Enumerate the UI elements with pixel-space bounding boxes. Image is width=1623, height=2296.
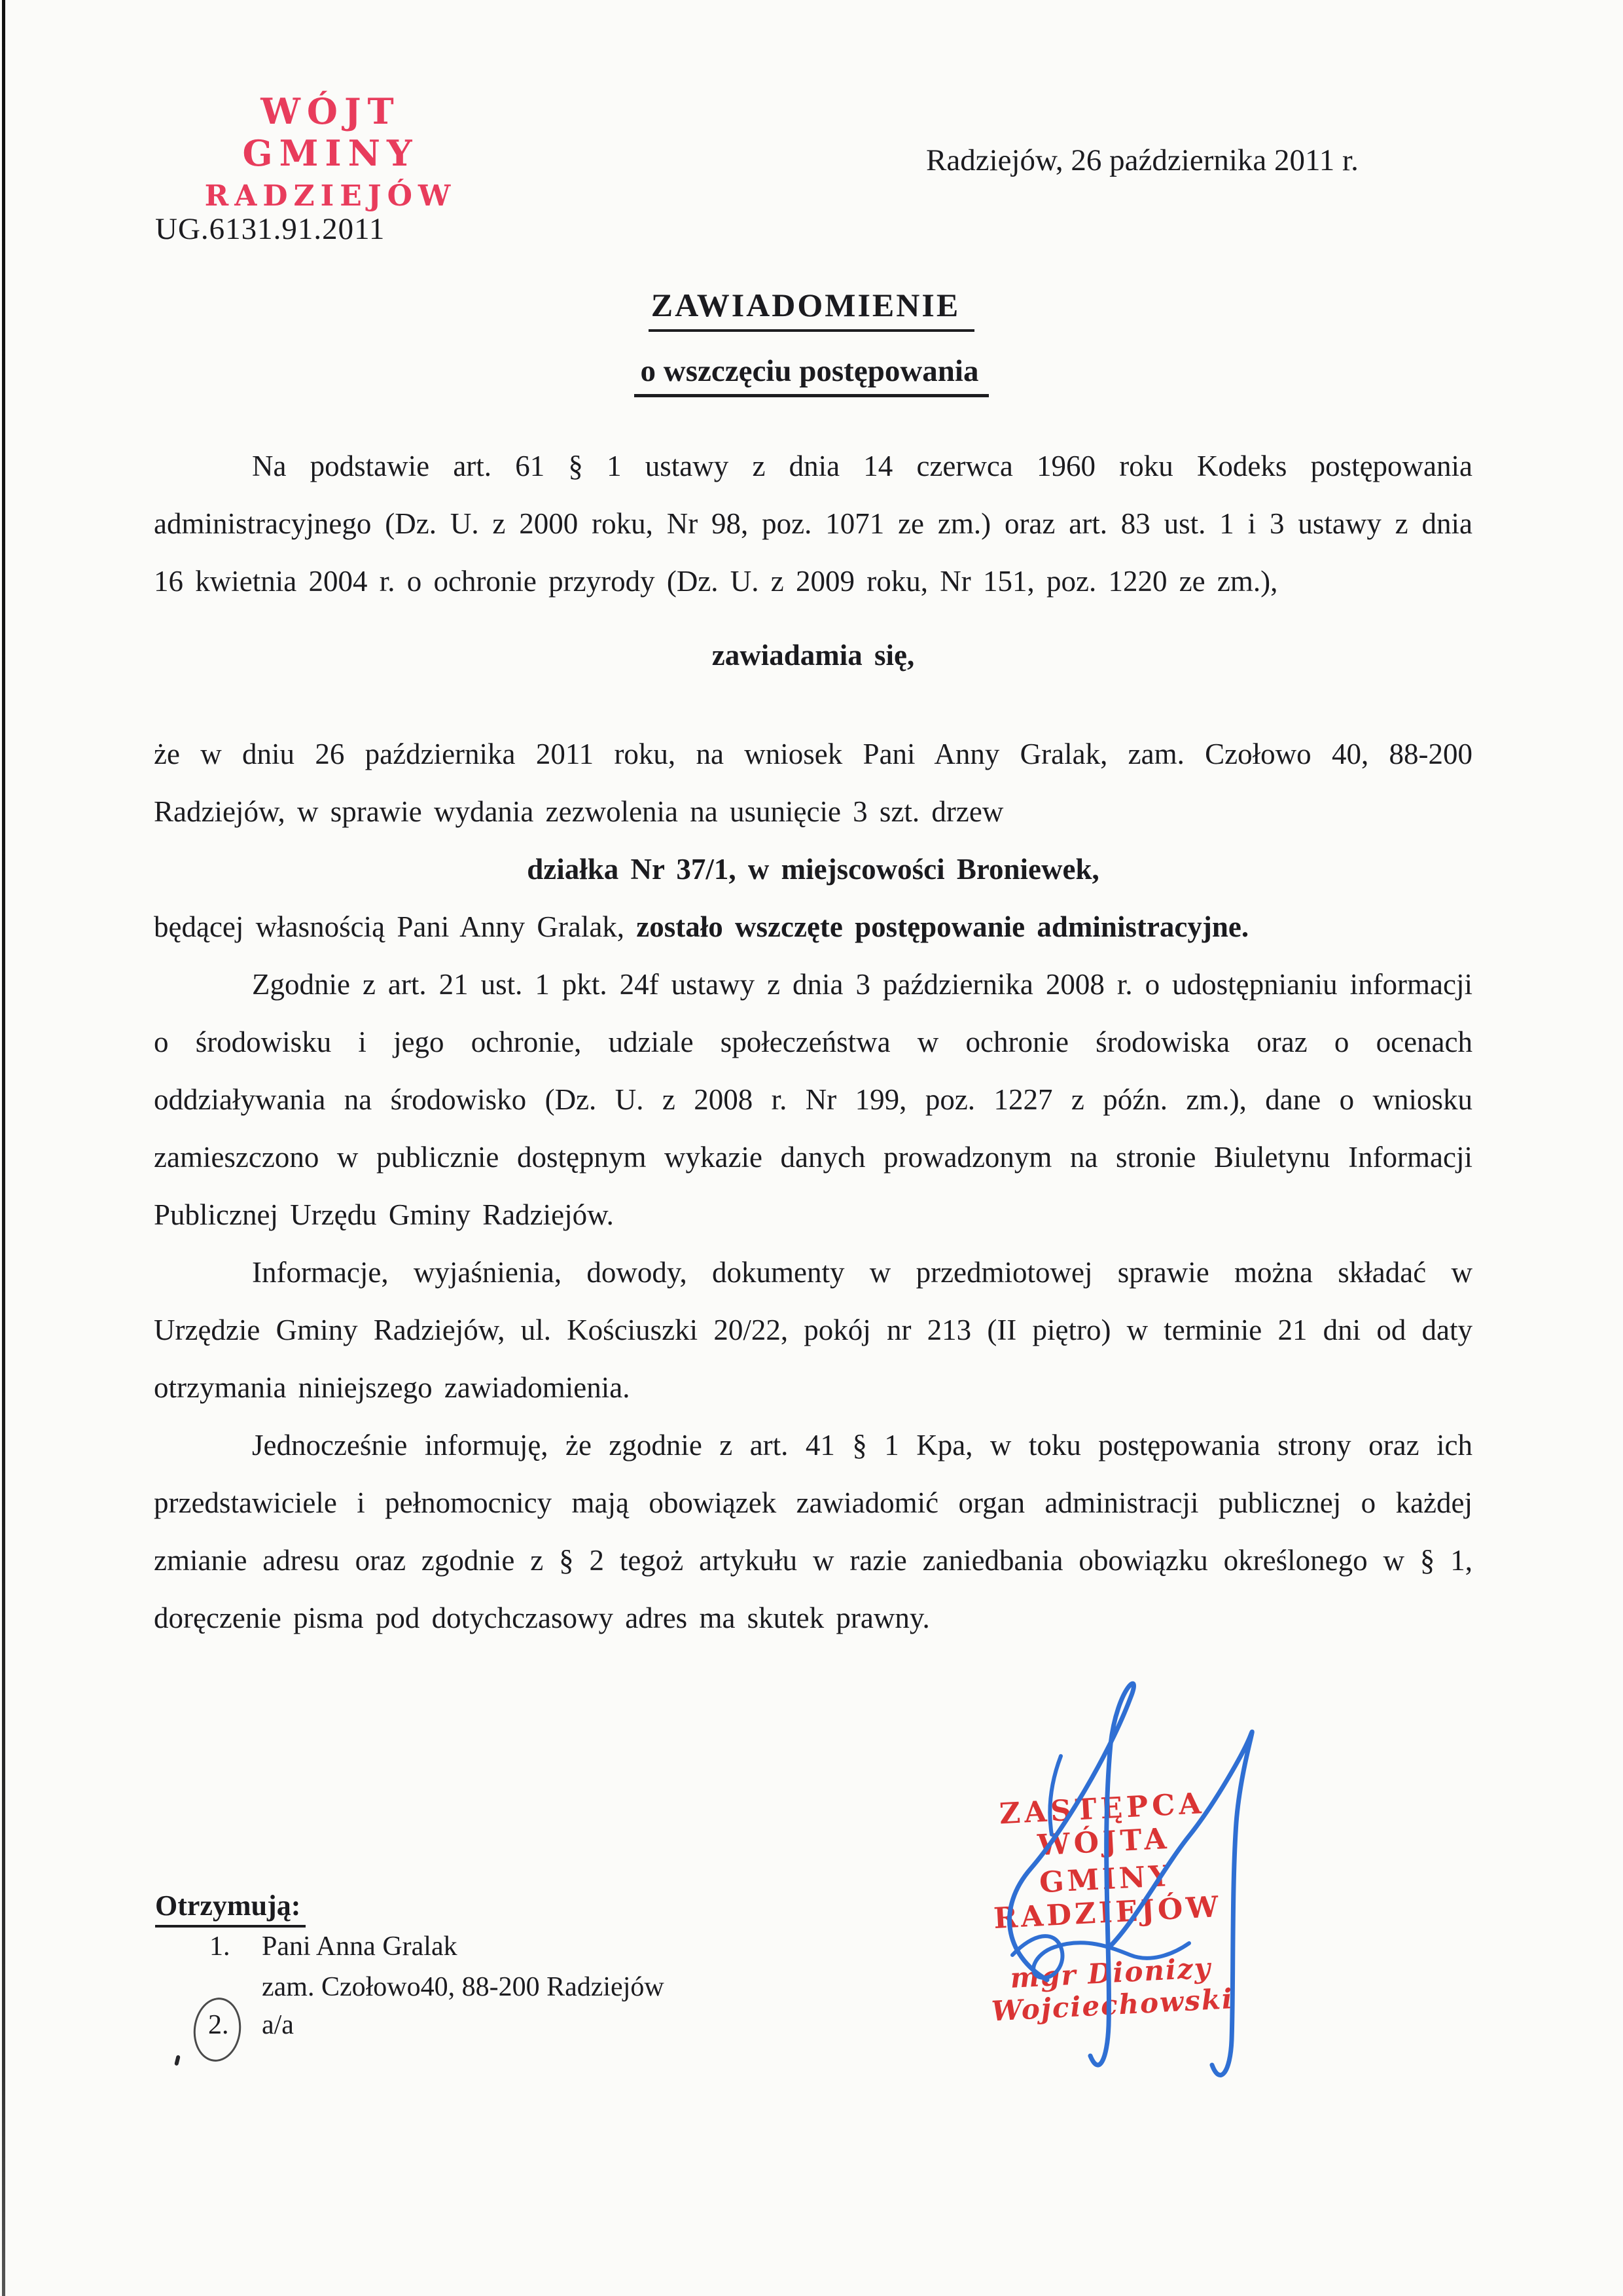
distribution-item-1-number: 1.: [209, 1931, 230, 1962]
document-body: [154, 437, 1472, 1647]
distribution-item-2-line-1: a/a: [262, 2010, 294, 2040]
title-row: [0, 286, 1623, 332]
paragraph-request: że w dniu 26 października 2011 roku, na wniosek Pani Anny Gralak, zam. Czołowo 40, 88-200 Radziejów, w sprawie wydania zezwolenia na usunięcie 3 szt. drzew: [154, 738, 1472, 828]
document-title: ZAWIADOMIENIE: [649, 286, 974, 332]
issuer-stamp: [183, 90, 478, 213]
distribution-item-1-line-2: zam. Czołowo40, 88-200 Radziejów: [262, 1972, 664, 2002]
stray-mark: [174, 2055, 181, 2066]
paragraph-obligation: Jednocześnie informuję, że zgodnie z art. 41 § 1 Kpa, w toku postępowania strony oraz ich przedstawiciele i pełnomocnicy mają obowiązek zawiadomić organ administracji publicznej o każdej zmianie adresu oraz zgodnie z § 2 tegoż artykułu w razie zaniedbania obowiązku określonego w § 1, doręczenie pisma pod dotychczasowy adres ma skutek prawny.: [154, 1429, 1472, 1634]
scan-edge-line: [2, 0, 5, 2296]
paragraph-public-info: Zgodnie z art. 21 ust. 1 pkt. 24f ustawy z dnia 3 października 2008 r. o udostępnianiu informacji o środowisku i jego ochronie, udziale społeczeństwa w ochronie środowiska oraz o ocenach oddziaływania na środowisko (Dz. U. z 2008 r. Nr 199, poz. 1227 z późn. zm.), dane o wniosku zamieszczono w publicznie dostępnym wykazie danych prowadzonym na stronie Biuletynu Informacji Publicznej Urzędu Gminy Radziejów.: [154, 968, 1472, 1231]
subtitle-row: [0, 353, 1623, 397]
ownership-bold: zostało wszczęte postępowanie administracyjne.: [636, 910, 1249, 943]
paragraph-legal-basis: Na podstawie art. 61 § 1 ustawy z dnia 14 czerwca 1960 roku Kodeks postępowania administracyjnego (Dz. U. z 2000 roku, Nr 98, poz. 1071 ze zm.) oraz art. 83 ust. 1 i 3 ustawy z dnia 16 kwietnia 2004 r. o ochronie przyrody (Dz. U. z 2009 roku, Nr 151, poz. 1220 ze zm.),: [154, 450, 1472, 598]
deputy-stamp-name: mgr Dionizy Wojciechowski: [990, 1951, 1234, 2028]
deputy-stamp-line2: GMINY RADZIEJÓW: [993, 1859, 1222, 1936]
place-date: Radziejów, 26 października 2011 r.: [926, 143, 1359, 177]
signature-ink: [913, 1672, 1345, 2091]
plot-line: działka Nr 37/1, w miejscowości Broniewek,: [527, 853, 1099, 886]
centered-phrase: zawiadamia się,: [711, 639, 915, 672]
distribution-heading: Otrzymują:: [155, 1889, 306, 1928]
ownership-line: [154, 898, 1472, 956]
issuer-stamp-line1: WÓJT GMINY: [242, 90, 419, 174]
deputy-stamp-line1: ZASTĘPCA WÓJTA: [998, 1787, 1206, 1863]
ownership-normal: będącej własnością Pani Anny Gralak,: [154, 910, 637, 943]
distribution-item-1-line-1: Pani Anna Gralak: [262, 1931, 457, 1962]
reference-number: UG.6131.91.2011: [155, 212, 385, 246]
document-subtitle: o wszczęciu postępowania: [634, 353, 990, 397]
issuer-stamp-line2: RADZIEJÓW: [204, 179, 457, 213]
handwritten-circle: [190, 1995, 244, 2064]
distribution-item-2-number: 2.: [208, 2010, 229, 2040]
paragraph-submission: Informacje, wyjaśnienia, dowody, dokumenty w przedmiotowej sprawie można składać w Urzędzie Gminy Radziejów, ul. Kościuszki 20/22, pokój nr 213 (II piętro) w terminie 21 dni od daty otrzymania niniejszego zawiadomienia.: [154, 1256, 1472, 1404]
